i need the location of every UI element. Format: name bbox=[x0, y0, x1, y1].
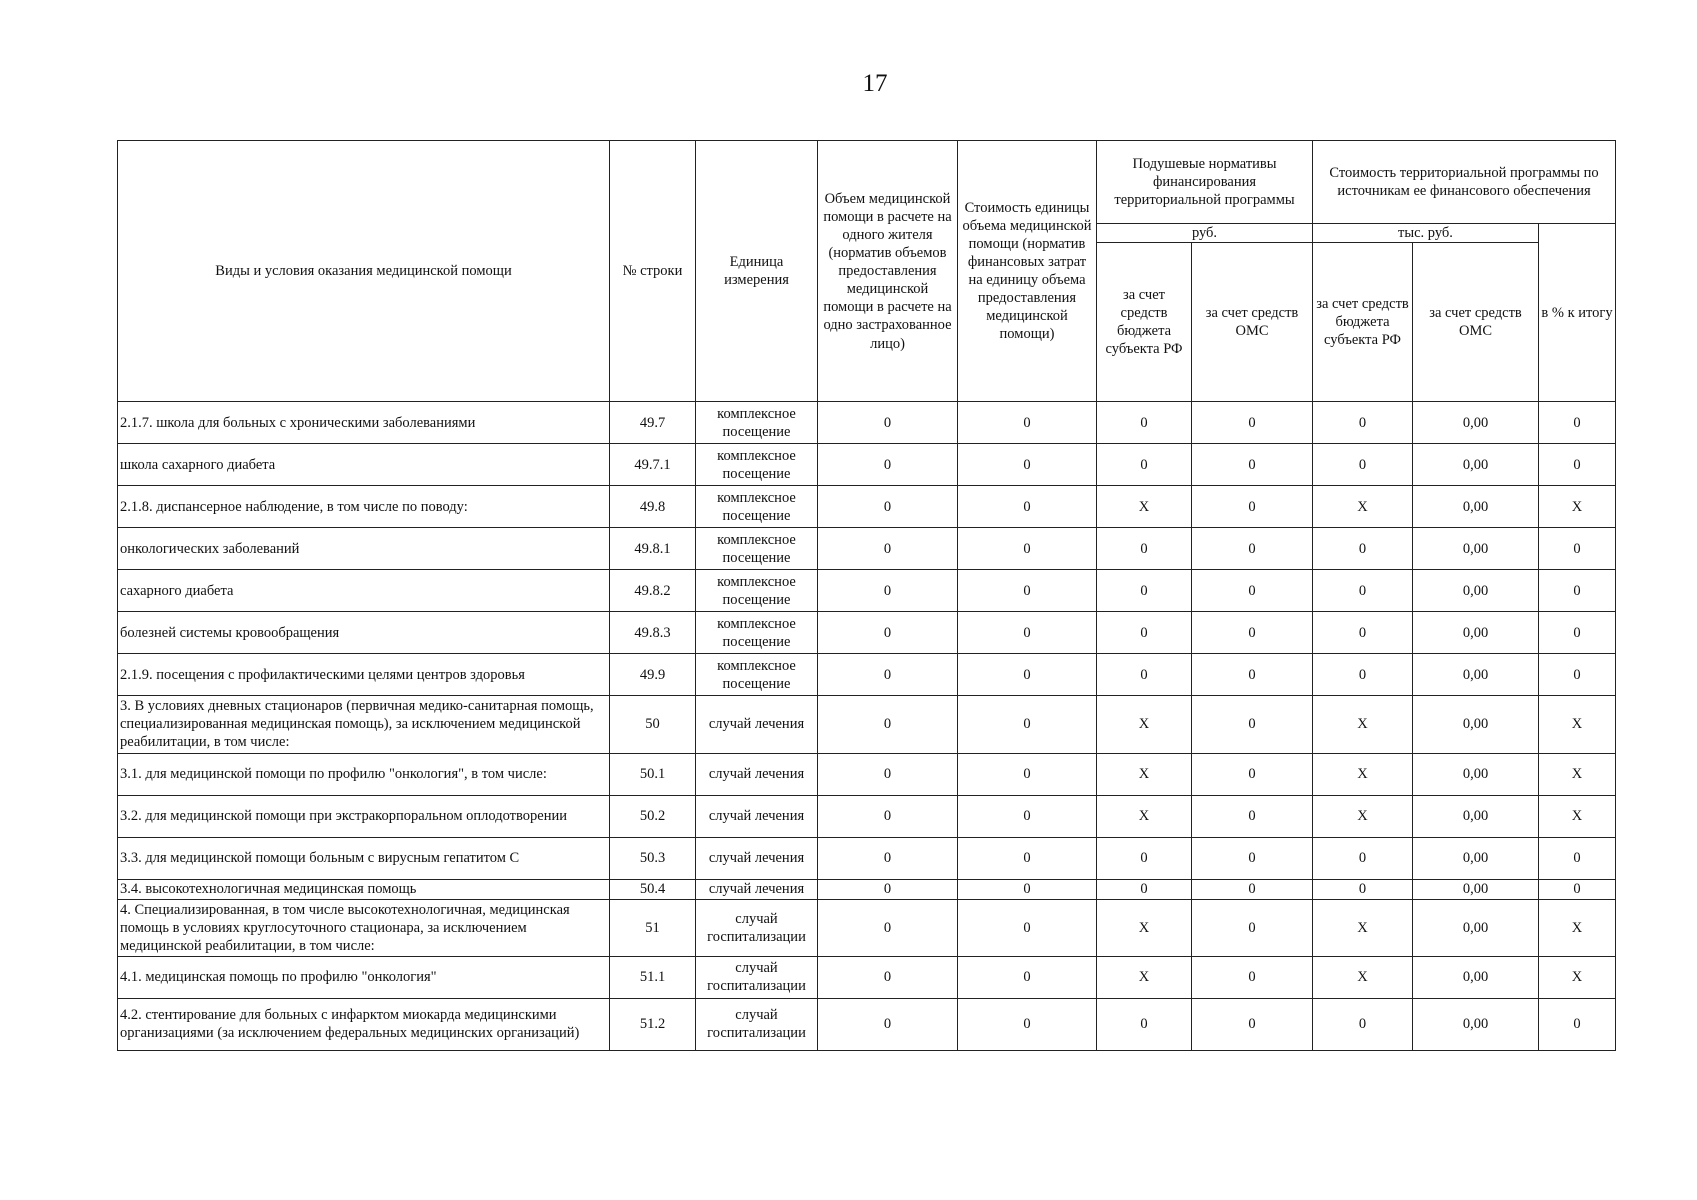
cell-volume: 0 bbox=[818, 753, 958, 795]
cell-cost-budget: 0 bbox=[1313, 444, 1413, 486]
cell-row-no: 49.7 bbox=[610, 402, 696, 444]
cell-row-no: 50.1 bbox=[610, 753, 696, 795]
cell-cost-budget: 0 bbox=[1313, 570, 1413, 612]
cell-cost-budget: 0 bbox=[1313, 879, 1413, 899]
cell-cost: 0 bbox=[958, 486, 1097, 528]
cell-per-capita-oms: 0 bbox=[1192, 654, 1313, 696]
cell-unit: комплексное посещение bbox=[696, 528, 818, 570]
cell-row-no: 49.9 bbox=[610, 654, 696, 696]
cell-name: 4.2. стентирование для больных с инфарктом миокарда медицинскими организациями (за исключением федеральных медицинских организаций) bbox=[118, 998, 610, 1050]
cell-cost-budget: X bbox=[1313, 696, 1413, 753]
cell-unit: комплексное посещение bbox=[696, 444, 818, 486]
cell-unit: комплексное посещение bbox=[696, 654, 818, 696]
cell-name: 3. В условиях дневных стационаров (первичная медико-санитарная помощь, специализированная медицинская помощь), за исключением медицинской реабилитации, в том числе: bbox=[118, 696, 610, 753]
table-header bbox=[118, 141, 1616, 402]
header-thousand-rub: тыс. руб. bbox=[1313, 224, 1539, 243]
cell-row-no: 49.8 bbox=[610, 486, 696, 528]
table-row bbox=[118, 795, 1616, 837]
header-percent: в % к итогу bbox=[1539, 224, 1616, 402]
cell-per-capita-budget: 0 bbox=[1097, 837, 1192, 879]
cell-cost-oms: 0,00 bbox=[1413, 570, 1539, 612]
cell-cost: 0 bbox=[958, 696, 1097, 753]
cell-cost: 0 bbox=[958, 837, 1097, 879]
cell-row-no: 51.1 bbox=[610, 956, 696, 998]
financing-table bbox=[117, 140, 1616, 1051]
cell-per-capita-budget: 0 bbox=[1097, 444, 1192, 486]
header-cost: Стоимость единицы объема медицинской помощи (норматив финансовых затрат на единицу объема предоставления медицинской помощи) bbox=[958, 141, 1097, 402]
header-rub: руб. bbox=[1097, 224, 1313, 243]
cell-cost: 0 bbox=[958, 570, 1097, 612]
cell-unit: случай госпитализации bbox=[696, 956, 818, 998]
cell-cost: 0 bbox=[958, 795, 1097, 837]
cell-percent: X bbox=[1539, 753, 1616, 795]
cell-percent: 0 bbox=[1539, 998, 1616, 1050]
cell-unit: случай лечения bbox=[696, 879, 818, 899]
cell-cost: 0 bbox=[958, 998, 1097, 1050]
table-row bbox=[118, 837, 1616, 879]
cell-cost-budget: X bbox=[1313, 486, 1413, 528]
cell-percent: 0 bbox=[1539, 654, 1616, 696]
cell-cost-oms: 0,00 bbox=[1413, 795, 1539, 837]
cell-volume: 0 bbox=[818, 570, 958, 612]
cell-name: 3.2. для медицинской помощи при экстракорпоральном оплодотворении bbox=[118, 795, 610, 837]
cell-name: 2.1.7. школа для больных с хроническими заболеваниями bbox=[118, 402, 610, 444]
cell-cost-budget: X bbox=[1313, 753, 1413, 795]
header-tc-oms: за счет средств ОМС bbox=[1413, 243, 1539, 402]
table-row bbox=[118, 612, 1616, 654]
cell-percent: 0 bbox=[1539, 402, 1616, 444]
cell-row-no: 50.2 bbox=[610, 795, 696, 837]
header-unit: Единица измерения bbox=[696, 141, 818, 402]
table-row bbox=[118, 402, 1616, 444]
cell-volume: 0 bbox=[818, 654, 958, 696]
cell-name: болезней системы кровообращения bbox=[118, 612, 610, 654]
cell-unit: случай лечения bbox=[696, 837, 818, 879]
cell-cost-budget: 0 bbox=[1313, 837, 1413, 879]
cell-volume: 0 bbox=[818, 696, 958, 753]
cell-row-no: 50.4 bbox=[610, 879, 696, 899]
table-row bbox=[118, 486, 1616, 528]
cell-name: 4. Специализированная, в том числе высокотехнологичная, медицинская помощь в условиях круглосуточного стационара, за исключением медицинской реабилитации, в том числе: bbox=[118, 899, 610, 956]
cell-row-no: 49.8.1 bbox=[610, 528, 696, 570]
cell-name: 2.1.8. диспансерное наблюдение, в том числе по поводу: bbox=[118, 486, 610, 528]
table-row bbox=[118, 998, 1616, 1050]
cell-cost: 0 bbox=[958, 528, 1097, 570]
cell-unit: комплексное посещение bbox=[696, 402, 818, 444]
cell-name: школа сахарного диабета bbox=[118, 444, 610, 486]
cell-cost: 0 bbox=[958, 956, 1097, 998]
cell-volume: 0 bbox=[818, 837, 958, 879]
cell-cost-budget: 0 bbox=[1313, 998, 1413, 1050]
cell-name: 4.1. медицинская помощь по профилю "онкология" bbox=[118, 956, 610, 998]
cell-name: 3.3. для медицинской помощи больным с вирусным гепатитом С bbox=[118, 837, 610, 879]
cell-cost-oms: 0,00 bbox=[1413, 956, 1539, 998]
cell-cost: 0 bbox=[958, 612, 1097, 654]
cell-unit: случай лечения bbox=[696, 795, 818, 837]
cell-volume: 0 bbox=[818, 899, 958, 956]
cell-volume: 0 bbox=[818, 879, 958, 899]
cell-cost-oms: 0,00 bbox=[1413, 696, 1539, 753]
cell-per-capita-budget: 0 bbox=[1097, 612, 1192, 654]
cell-percent: 0 bbox=[1539, 570, 1616, 612]
cell-row-no: 49.7.1 bbox=[610, 444, 696, 486]
cell-cost-oms: 0,00 bbox=[1413, 402, 1539, 444]
cell-cost-oms: 0,00 bbox=[1413, 486, 1539, 528]
cell-volume: 0 bbox=[818, 444, 958, 486]
cell-cost: 0 bbox=[958, 444, 1097, 486]
cell-per-capita-oms: 0 bbox=[1192, 444, 1313, 486]
cell-per-capita-budget: 0 bbox=[1097, 570, 1192, 612]
cell-per-capita-oms: 0 bbox=[1192, 795, 1313, 837]
cell-percent: 0 bbox=[1539, 444, 1616, 486]
cell-percent: X bbox=[1539, 899, 1616, 956]
cell-cost-oms: 0,00 bbox=[1413, 837, 1539, 879]
cell-cost-budget: X bbox=[1313, 899, 1413, 956]
cell-cost-oms: 0,00 bbox=[1413, 528, 1539, 570]
header-pc-budget: за счет средств бюджета субъекта РФ bbox=[1097, 243, 1192, 402]
page-number: 17 bbox=[862, 70, 888, 97]
cell-volume: 0 bbox=[818, 402, 958, 444]
cell-unit: комплексное посещение bbox=[696, 612, 818, 654]
header-tc-budget: за счет средств бюджета субъекта РФ bbox=[1313, 243, 1413, 402]
cell-percent: X bbox=[1539, 696, 1616, 753]
cell-per-capita-budget: X bbox=[1097, 956, 1192, 998]
cell-per-capita-oms: 0 bbox=[1192, 570, 1313, 612]
cell-cost: 0 bbox=[958, 879, 1097, 899]
header-types: Виды и условия оказания медицинской помощи bbox=[118, 141, 610, 402]
cell-cost-budget: 0 bbox=[1313, 528, 1413, 570]
cell-per-capita-budget: 0 bbox=[1097, 654, 1192, 696]
cell-cost-oms: 0,00 bbox=[1413, 654, 1539, 696]
cell-unit: случай лечения bbox=[696, 753, 818, 795]
cell-volume: 0 bbox=[818, 956, 958, 998]
cell-cost-oms: 0,00 bbox=[1413, 879, 1539, 899]
cell-per-capita-budget: X bbox=[1097, 795, 1192, 837]
table-row bbox=[118, 654, 1616, 696]
cell-volume: 0 bbox=[818, 612, 958, 654]
cell-unit: случай госпитализации bbox=[696, 899, 818, 956]
cell-cost-budget: X bbox=[1313, 795, 1413, 837]
cell-cost-oms: 0,00 bbox=[1413, 998, 1539, 1050]
table-row bbox=[118, 956, 1616, 998]
cell-cost-budget: 0 bbox=[1313, 654, 1413, 696]
cell-cost: 0 bbox=[958, 753, 1097, 795]
cell-per-capita-budget: 0 bbox=[1097, 998, 1192, 1050]
table-row bbox=[118, 444, 1616, 486]
cell-cost-oms: 0,00 bbox=[1413, 753, 1539, 795]
cell-cost-oms: 0,00 bbox=[1413, 612, 1539, 654]
cell-percent: 0 bbox=[1539, 879, 1616, 899]
cell-per-capita-budget: X bbox=[1097, 899, 1192, 956]
cell-percent: 0 bbox=[1539, 612, 1616, 654]
cell-cost-budget: 0 bbox=[1313, 402, 1413, 444]
cell-name: онкологических заболеваний bbox=[118, 528, 610, 570]
header-program-cost: Стоимость территориальной программы по источникам ее финансового обеспечения bbox=[1313, 141, 1616, 224]
header-pc-oms: за счет средств ОМС bbox=[1192, 243, 1313, 402]
cell-unit: случай госпитализации bbox=[696, 998, 818, 1050]
cell-per-capita-oms: 0 bbox=[1192, 402, 1313, 444]
cell-percent: X bbox=[1539, 486, 1616, 528]
cell-per-capita-budget: X bbox=[1097, 486, 1192, 528]
cell-per-capita-oms: 0 bbox=[1192, 837, 1313, 879]
cell-volume: 0 bbox=[818, 795, 958, 837]
cell-percent: X bbox=[1539, 956, 1616, 998]
table-row bbox=[118, 879, 1616, 899]
cell-per-capita-oms: 0 bbox=[1192, 528, 1313, 570]
cell-per-capita-oms: 0 bbox=[1192, 486, 1313, 528]
cell-cost-oms: 0,00 bbox=[1413, 444, 1539, 486]
cell-per-capita-oms: 0 bbox=[1192, 899, 1313, 956]
cell-volume: 0 bbox=[818, 998, 958, 1050]
cell-per-capita-oms: 0 bbox=[1192, 956, 1313, 998]
cell-per-capita-budget: X bbox=[1097, 696, 1192, 753]
cell-unit: комплексное посещение bbox=[696, 486, 818, 528]
cell-per-capita-oms: 0 bbox=[1192, 879, 1313, 899]
cell-per-capita-budget: X bbox=[1097, 753, 1192, 795]
cell-per-capita-oms: 0 bbox=[1192, 612, 1313, 654]
cell-row-no: 51.2 bbox=[610, 998, 696, 1050]
cell-per-capita-oms: 0 bbox=[1192, 998, 1313, 1050]
cell-name: 3.4. высокотехнологичная медицинская помощь bbox=[118, 879, 610, 899]
cell-row-no: 49.8.3 bbox=[610, 612, 696, 654]
cell-cost: 0 bbox=[958, 402, 1097, 444]
cell-per-capita-budget: 0 bbox=[1097, 528, 1192, 570]
cell-cost-budget: X bbox=[1313, 956, 1413, 998]
cell-volume: 0 bbox=[818, 486, 958, 528]
cell-percent: 0 bbox=[1539, 837, 1616, 879]
cell-volume: 0 bbox=[818, 528, 958, 570]
table-row bbox=[118, 528, 1616, 570]
cell-percent: 0 bbox=[1539, 528, 1616, 570]
cell-unit: случай лечения bbox=[696, 696, 818, 753]
cell-unit: комплексное посещение bbox=[696, 570, 818, 612]
table-row bbox=[118, 753, 1616, 795]
cell-row-no: 51 bbox=[610, 899, 696, 956]
cell-cost: 0 bbox=[958, 654, 1097, 696]
cell-name: 2.1.9. посещения с профилактическими целями центров здоровья bbox=[118, 654, 610, 696]
cell-cost: 0 bbox=[958, 899, 1097, 956]
cell-cost-budget: 0 bbox=[1313, 612, 1413, 654]
cell-per-capita-oms: 0 bbox=[1192, 696, 1313, 753]
table-body bbox=[118, 402, 1616, 1051]
table-row bbox=[118, 899, 1616, 956]
cell-cost-oms: 0,00 bbox=[1413, 899, 1539, 956]
cell-row-no: 50 bbox=[610, 696, 696, 753]
cell-per-capita-budget: 0 bbox=[1097, 402, 1192, 444]
header-row-no: № строки bbox=[610, 141, 696, 402]
cell-name: сахарного диабета bbox=[118, 570, 610, 612]
header-per-capita: Подушевые нормативы финансирования территориальной программы bbox=[1097, 141, 1313, 224]
cell-row-no: 50.3 bbox=[610, 837, 696, 879]
cell-name: 3.1. для медицинской помощи по профилю "онкология", в том числе: bbox=[118, 753, 610, 795]
cell-per-capita-budget: 0 bbox=[1097, 879, 1192, 899]
table-row bbox=[118, 696, 1616, 753]
cell-percent: X bbox=[1539, 795, 1616, 837]
cell-per-capita-oms: 0 bbox=[1192, 753, 1313, 795]
table-row bbox=[118, 570, 1616, 612]
header-volume: Объем медицинской помощи в расчете на одного жителя (норматив объемов предоставления медицинской помощи в расчете на одно застрахованное лицо) bbox=[818, 141, 958, 402]
cell-row-no: 49.8.2 bbox=[610, 570, 696, 612]
